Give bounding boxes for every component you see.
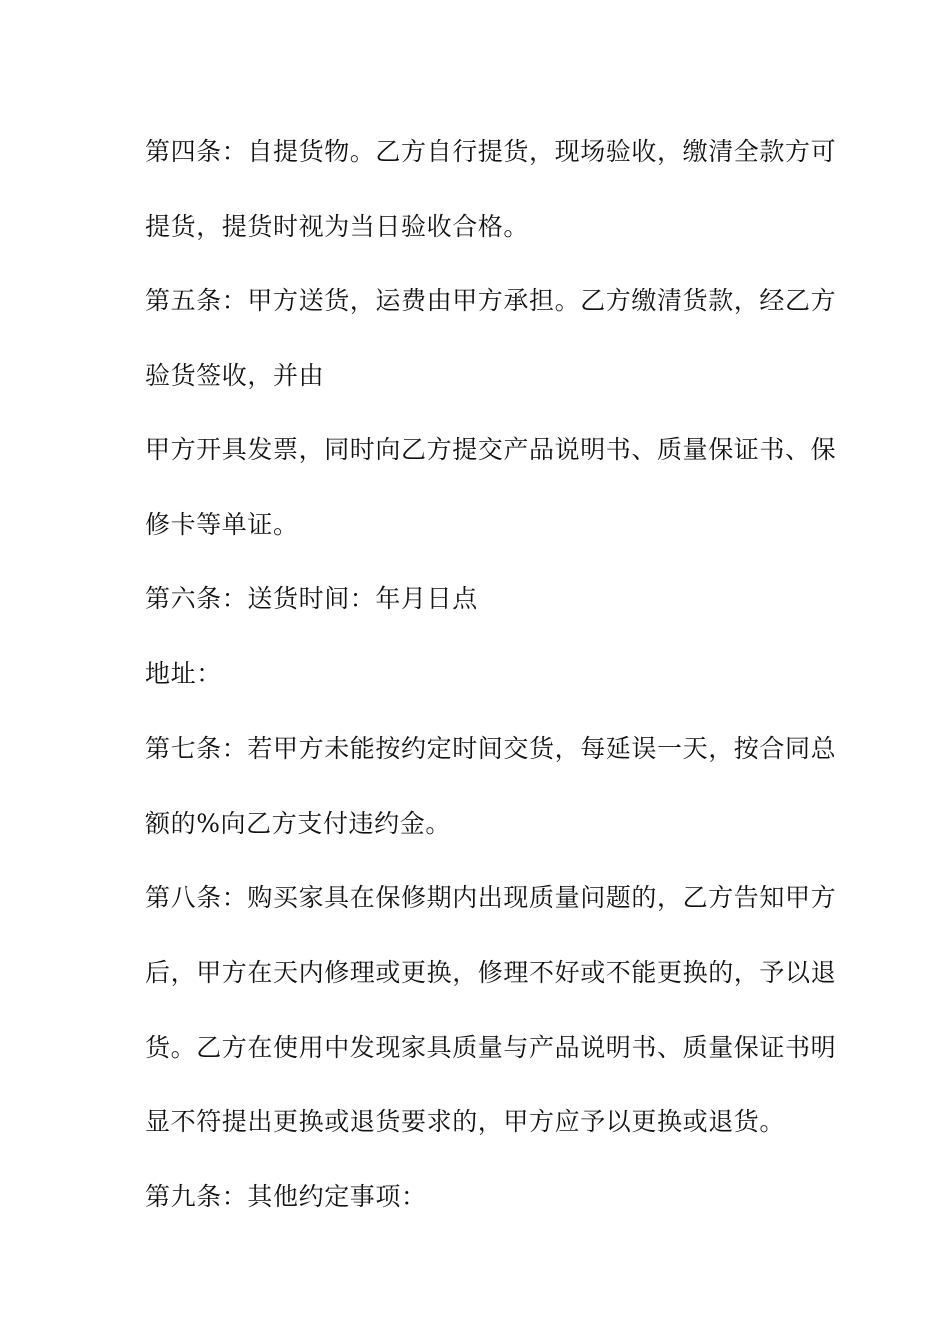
clause-7-line-2: 额的%向乙方支付违约金。 bbox=[145, 809, 451, 838]
clause-8-line-3: 货。乙方在使用中发现家具质量与产品说明书、质量保证书明 bbox=[145, 1033, 837, 1062]
clause-5-line-3: 甲方开具发票，同时向乙方提交产品说明书、质量保证书、保 bbox=[145, 435, 837, 464]
clause-5-line-1: 第五条：甲方送货，运费由甲方承担。乙方缴清货款，经乙方 bbox=[145, 286, 837, 315]
clause-6-address-line: 地址： bbox=[145, 659, 222, 688]
clause-4-line-1: 第四条：自提货物。乙方自行提货，现场验收，缴清全款方可 bbox=[145, 137, 837, 166]
clause-9-line-1: 第九条：其他约定事项： bbox=[145, 1182, 427, 1211]
clause-4-line-2: 提货，提货时视为当日验收合格。 bbox=[145, 212, 530, 241]
clause-8-line-1: 第八条：购买家具在保修期内出现质量问题的，乙方告知甲方 bbox=[145, 883, 837, 912]
clause-7-line-1: 第七条：若甲方未能按约定时间交货，每延误一天，按合同总 bbox=[145, 734, 837, 763]
clause-8-line-2: 后，甲方在天内修理或更换，修理不好或不能更换的，予以退 bbox=[145, 958, 837, 987]
clause-8-line-4: 显不符提出更换或退货要求的，甲方应予以更换或退货。 bbox=[145, 1107, 786, 1136]
clause-5-line-4: 修卡等单证。 bbox=[145, 510, 299, 539]
clause-5-line-2: 验货签收，并由 bbox=[145, 361, 325, 390]
clause-6-line-1: 第六条：送货时间：年月日点 bbox=[145, 584, 478, 613]
